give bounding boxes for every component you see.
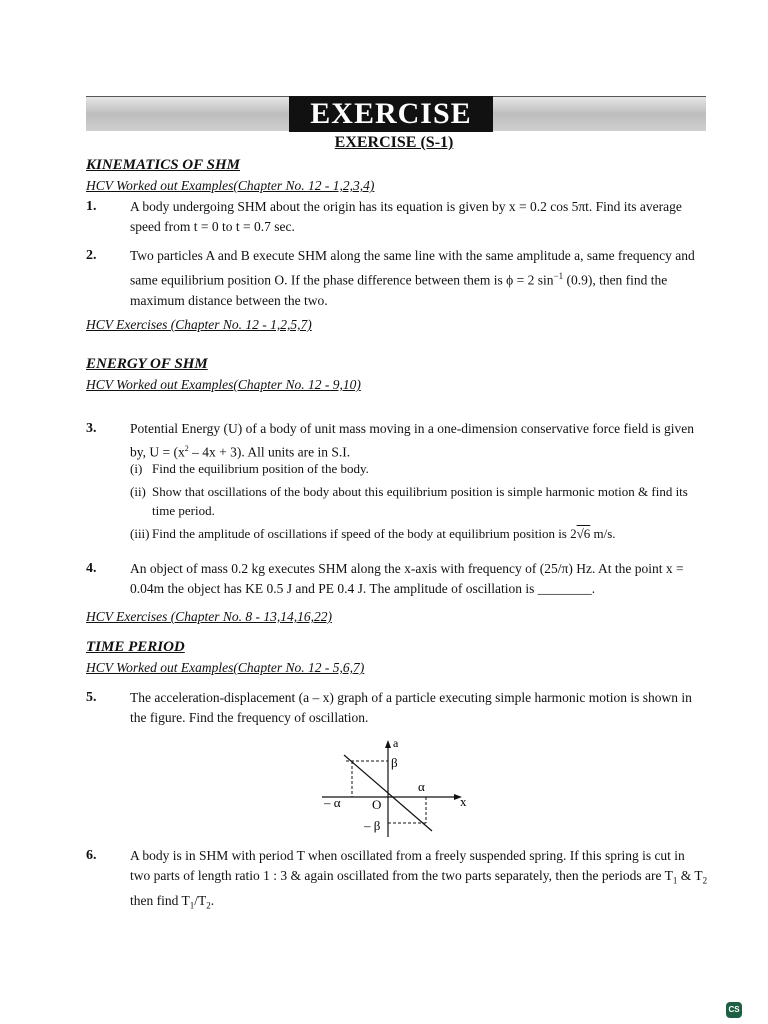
label-x: x — [460, 794, 467, 809]
question-text-5: The acceleration-displacement (a – x) graph of a particle executing simple harmonic motion is shown in the figure. Find the frequency of oscillation. — [130, 690, 692, 725]
section-title-energy: ENERGY OF SHM — [86, 356, 208, 372]
question-text-2: Two particles A and B execute SHM along the same line with the same amplitude a, same frequency and same equilibrium position O. If the phase difference between them is ϕ = 2 $\sin^{-1} (0.9)$, then find the maximum distance between the two. — [130, 248, 695, 308]
question-number-6: 6. — [86, 848, 97, 863]
banner-title: EXERCISE — [289, 96, 493, 132]
question-text-6: A body is in SHM with period T when oscillated from a freely suspended spring. If this spring is cut in two parts of length ratio 1 : 3 & again oscillated from the two parts separately, then the periods are $T_1$ & $T_2$ then find $T_1/T_2$. — [130, 848, 708, 911]
label-alpha: α — [418, 779, 425, 794]
question-number-5: 5. — [86, 690, 97, 705]
question-number-4: 4. — [86, 561, 97, 576]
camscanner-badge-icon: CS — [726, 1002, 742, 1018]
acceleration-displacement-graph — [310, 735, 480, 845]
question-text-4: An object of mass 0.2 kg executes SHM along the x-axis with frequency of (25/π) Hz. At the point x = 0.04m the object has KE 0.5 J and PE 0.4 J. The amplitude of oscillation is ________. — [130, 561, 684, 596]
hcv-exercises-kinematics: HCV Exercises (Chapter No. 12 - 1,2,5,7) — [86, 317, 312, 332]
hcv-worked-time-period: HCV Worked out Examples(Chapter No. 12 - 5,6,7) — [86, 660, 365, 675]
label-a: a — [393, 736, 399, 750]
question-number-2: 2. — [86, 248, 97, 263]
a-axis-arrow-icon — [385, 740, 391, 748]
question-3-part-iii: (iii) Find the amplitude of oscillations if speed of the body at equilibrium position is 2√6 m/s. — [130, 526, 616, 541]
question-3-part-ii: (ii) Show that oscillations of the body about this equilibrium position is simple harmonic motion & find its time period. — [130, 484, 688, 518]
section-title-kinematics: KINEMATICS OF SHM — [86, 157, 240, 173]
label-origin: O — [372, 797, 382, 812]
hcv-worked-kinematics: HCV Worked out Examples(Chapter No. 12 - 1,2,3,4) — [86, 178, 375, 193]
hcv-worked-energy: HCV Worked out Examples(Chapter No. 12 - 9,10) — [86, 377, 361, 392]
section-title-time-period: TIME PERIOD — [86, 639, 185, 655]
question-text-3: Potential Energy (U) of a body of unit mass moving in a one-dimension conservative force field is given by, $U = (x^2 - 4x + 3)$. All units are in S.I. — [130, 421, 694, 460]
question-number-1: 1. — [86, 199, 97, 214]
label-beta: β — [391, 755, 398, 770]
question-number-3: 3. — [86, 421, 97, 436]
label-neg-beta: – β — [364, 818, 381, 833]
label-neg-alpha: – α — [324, 795, 341, 810]
exercise-subtitle: EXERCISE (S-1) — [334, 134, 454, 151]
question-3-part-i: (i) Find the equilibrium position of the body. — [130, 461, 369, 476]
question-text-1: A body undergoing SHM about the origin has its equation is given by x = 0.2 cos 5πt. Find its average speed from t = 0 to t = 0.7 sec. — [130, 199, 682, 234]
hcv-exercises-energy: HCV Exercises (Chapter No. 8 - 13,14,16,22) — [86, 609, 332, 624]
